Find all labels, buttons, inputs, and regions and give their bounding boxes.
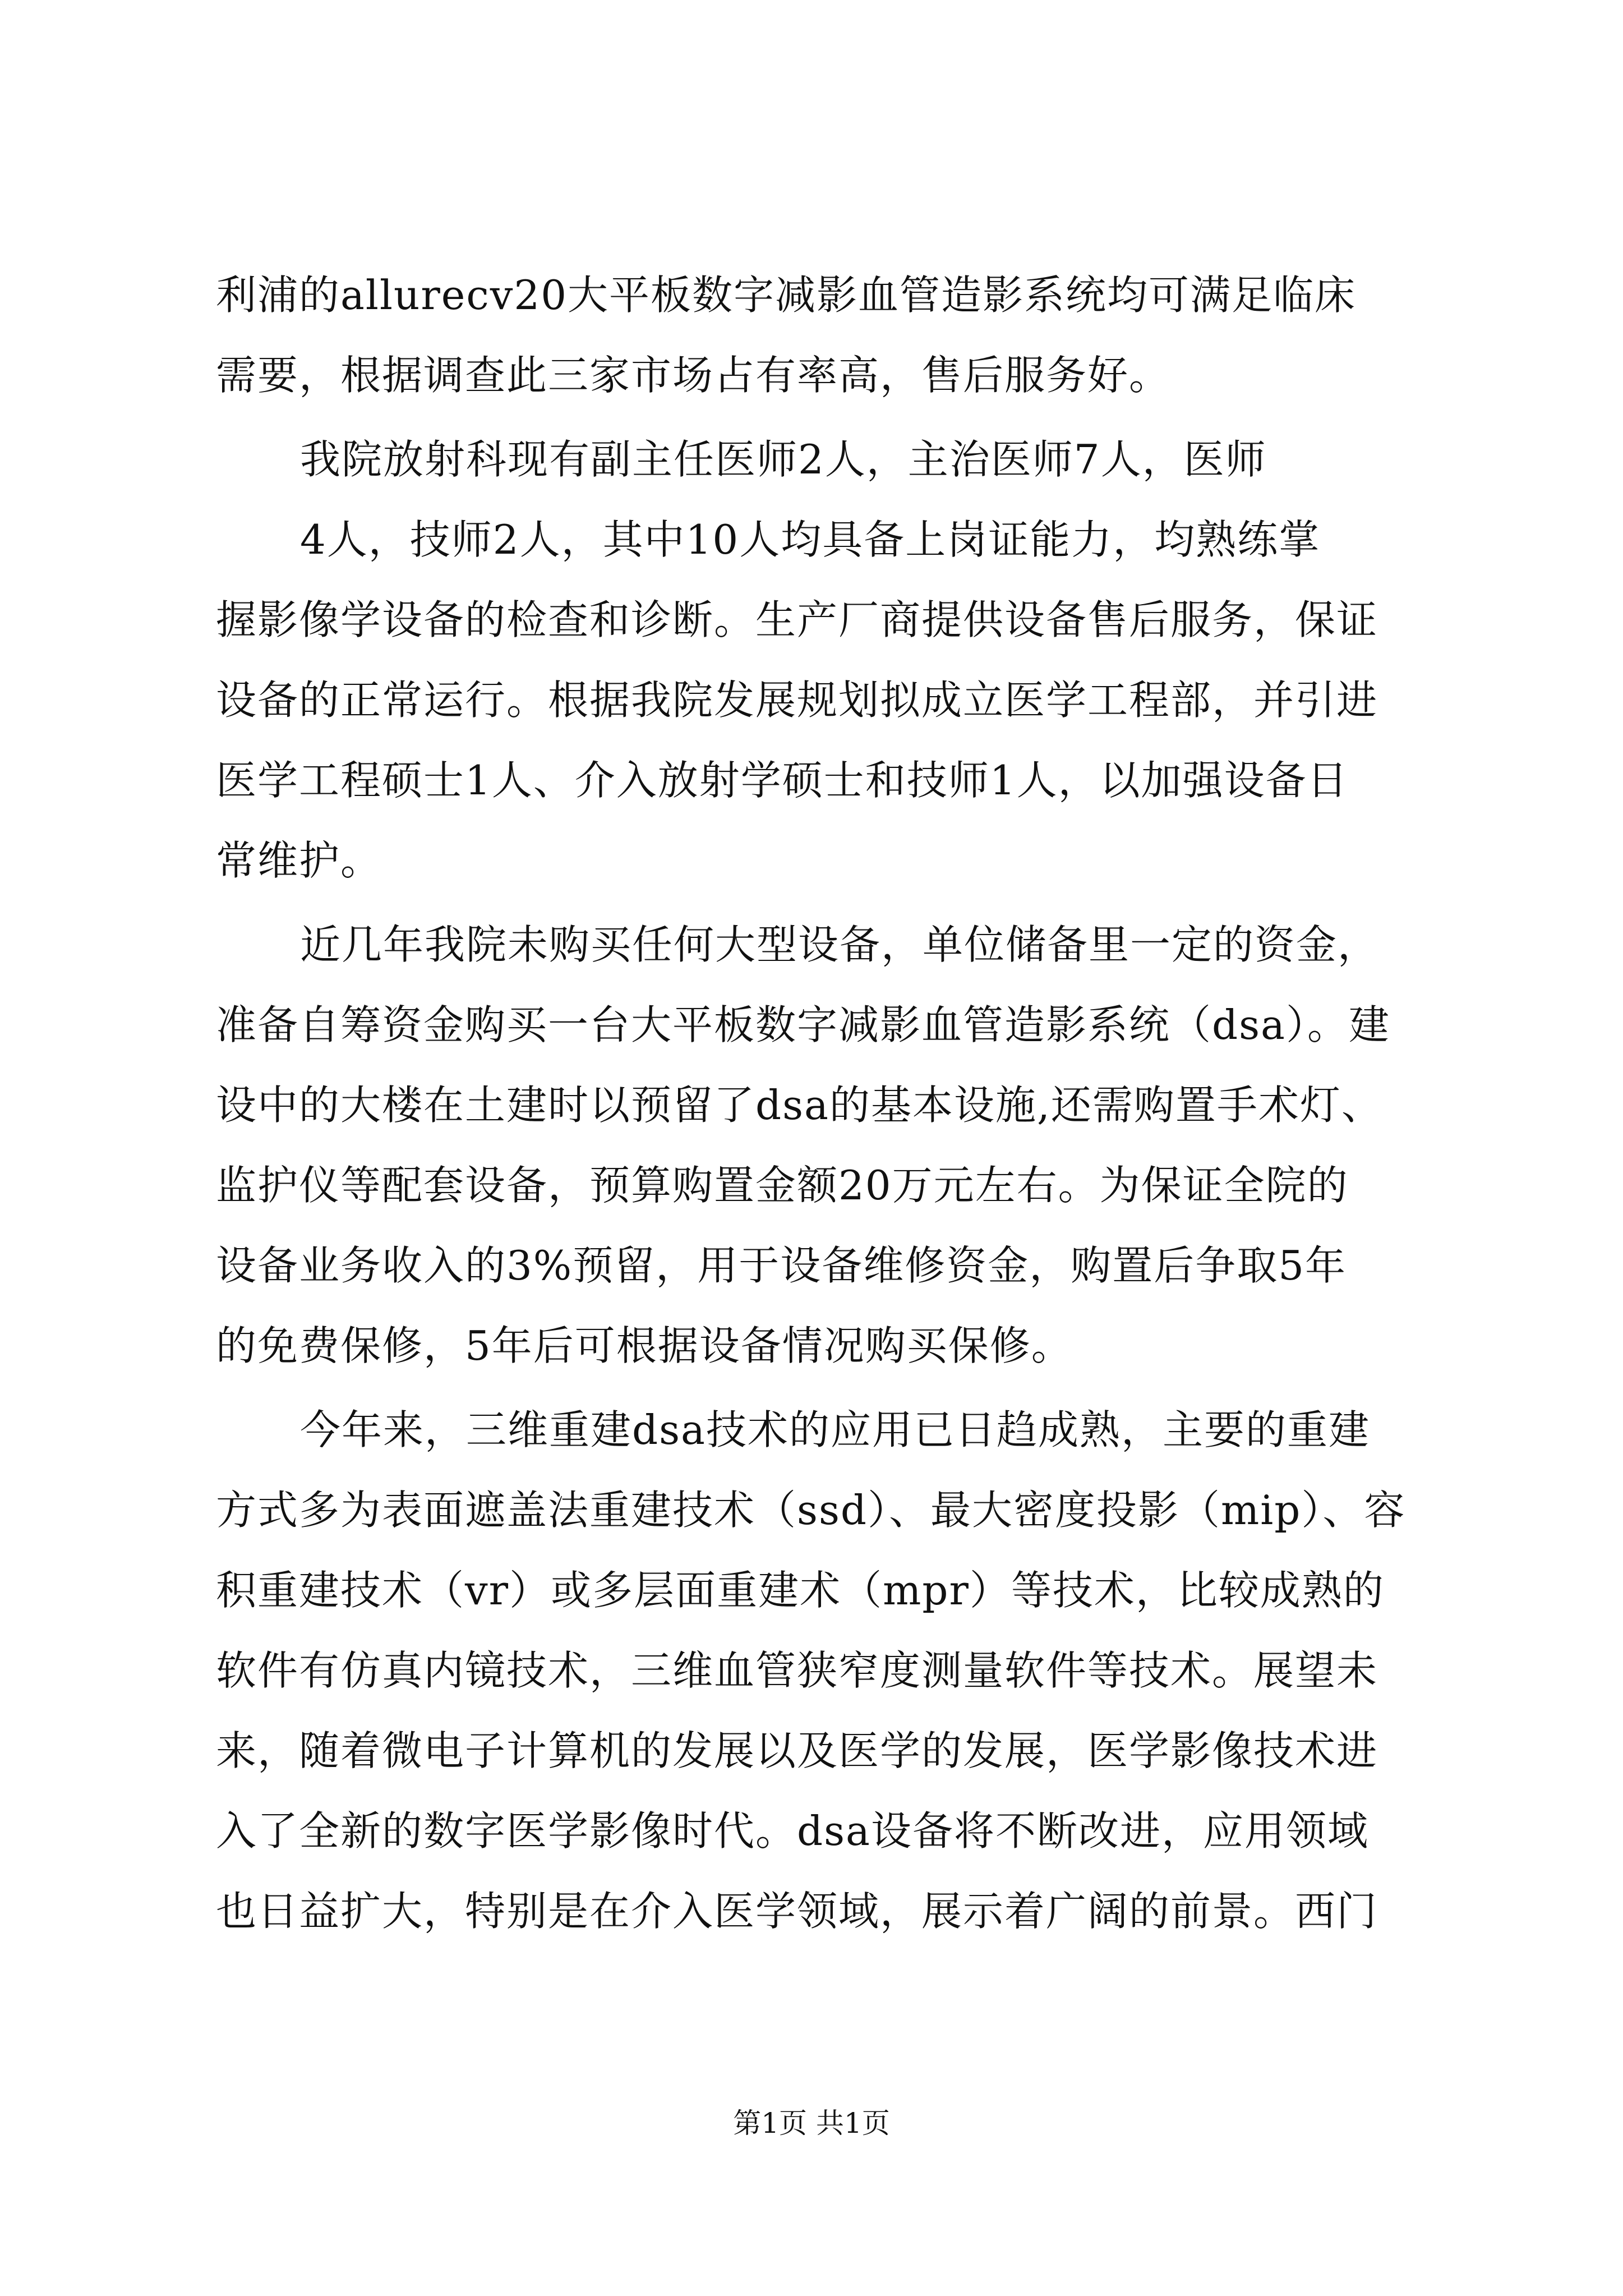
page-footer: 第1页 共1页 <box>733 2107 890 2139</box>
text-line: 积重建技术（vr）或多层面重建术（mpr）等技术，比较成熟的 <box>216 1567 1385 1614</box>
text-line: 准备自筹资金购买一台大平板数字减影血管造影系统（dsa）。建 <box>216 1001 1390 1048</box>
text-line: 的免费保修，5年后可根据设备情况购买保修。 <box>216 1322 1073 1369</box>
text-line: 医学工程硕士1人、介入放射学硕士和技师1人，以加强设备日 <box>216 757 1349 804</box>
text-line: 方式多为表面遮盖法重建技术（ssd）、最大密度投影（mip）、容 <box>216 1487 1406 1534</box>
text-line: 握影像学设备的检查和诊断。生产厂商提供设备售后服务，保证 <box>216 596 1378 643</box>
text-line: 软件有仿真内镜技术，三维血管狭窄度测量软件等技术。展望未 <box>216 1647 1378 1694</box>
body-text <box>216 255 1427 1952</box>
text-line: 设中的大楼在土建时以预留了dsa的基本设施,还需购置手术灯、 <box>216 1082 1383 1129</box>
text-line: 来，随着微电子计算机的发展以及医学的发展，医学影像技术进 <box>216 1727 1378 1774</box>
text-line: 需要，根据调查此三家市场占有率高，售后服务好。 <box>216 352 1171 399</box>
text-line: 监护仪等配套设备，预算购置金额20万元左右。为保证全院的 <box>216 1162 1349 1209</box>
text-line: 常维护。 <box>216 837 382 884</box>
text-line: 利浦的allurecv20大平板数字减影血管造影系统均可满足临床 <box>216 272 1356 319</box>
paragraph-start-line: 今年来，三维重建dsa技术的应用已日趋成熟，主要的重建 <box>300 1406 1370 1453</box>
text-line: 4人，技师2人，其中10人均具备上岗证能力，均熟练掌 <box>300 516 1321 563</box>
text-line: 设备的正常运行。根据我院发展规划拟成立医学工程部，并引进 <box>216 677 1378 724</box>
text-line: 设备业务收入的3%预留，用于设备维修资金，购置后争取5年 <box>216 1242 1347 1289</box>
text-line: 入了全新的数字医学影像时代。dsa设备将不断改进，应用领域 <box>216 1807 1369 1855</box>
text-line: 也日益扩大，特别是在介入医学领域，展示着广阔的前景。西门 <box>216 1888 1378 1935</box>
paragraph-start-line: 近几年我院未购买任何大型设备，单位储备里一定的资金， <box>300 921 1380 968</box>
paragraph-start-line: 我院放射科现有副主任医师2人，主治医师7人，医师 <box>300 436 1267 483</box>
